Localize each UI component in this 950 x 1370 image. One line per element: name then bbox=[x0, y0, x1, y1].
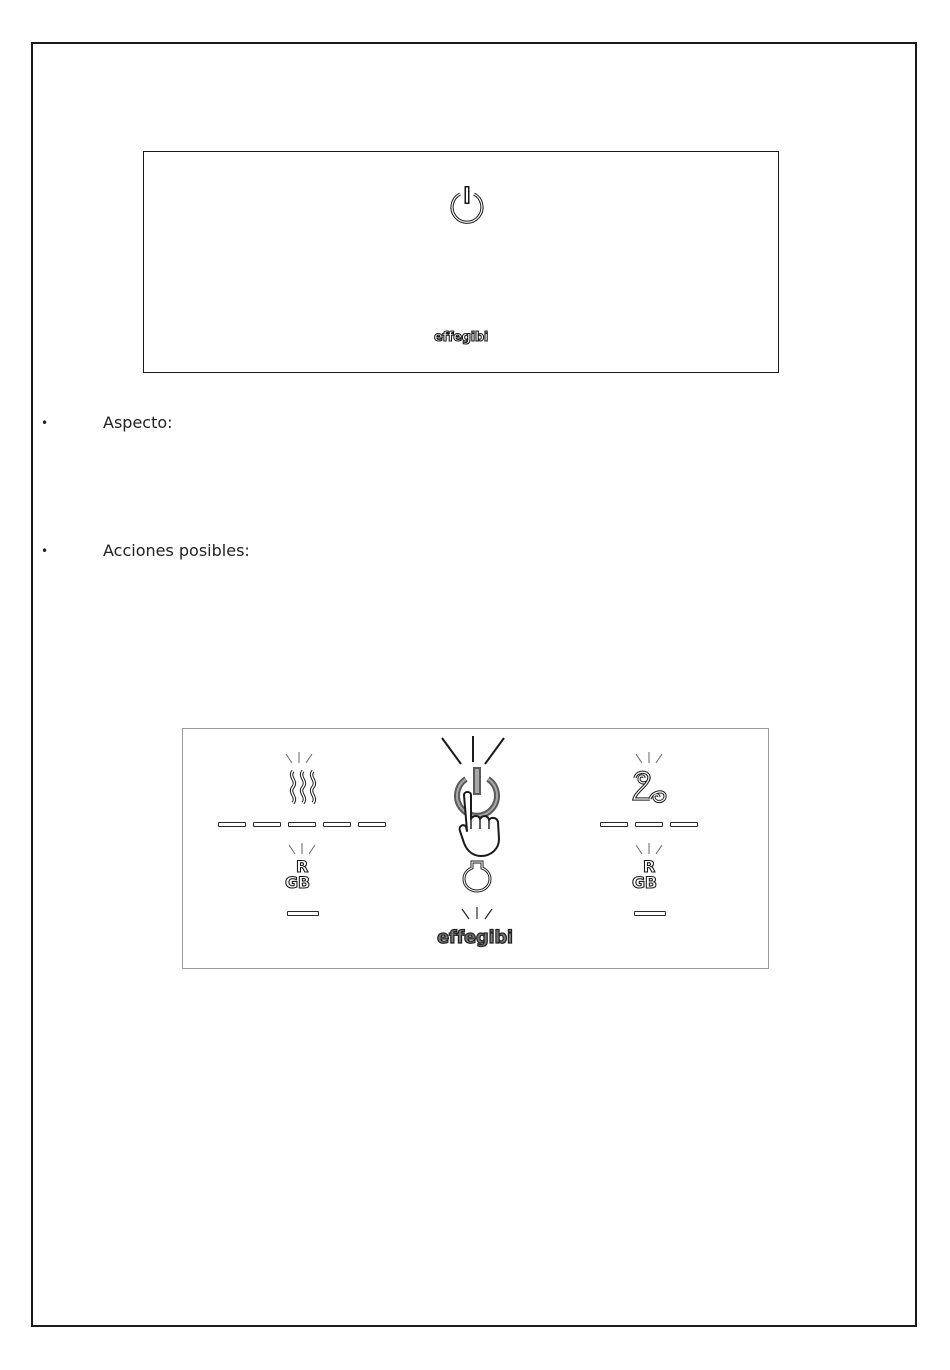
level-bar bbox=[358, 822, 386, 827]
level-bar bbox=[288, 822, 316, 827]
pointing-hand-icon bbox=[455, 791, 507, 859]
bullet-label: Acciones posibles: bbox=[103, 541, 250, 560]
rgb-level-bar bbox=[287, 911, 319, 916]
glow-rays-icon bbox=[439, 736, 507, 770]
level-bar bbox=[635, 822, 663, 827]
glow-rays-icon bbox=[634, 843, 664, 857]
brand-logo: effegibi bbox=[437, 927, 513, 948]
bullet-label: Aspecto: bbox=[103, 413, 173, 432]
glow-rays-icon bbox=[634, 752, 664, 766]
control-panel-off bbox=[143, 151, 779, 373]
level-bar bbox=[600, 822, 628, 827]
speed-2-icon[interactable] bbox=[630, 769, 668, 805]
rgb-button[interactable] bbox=[285, 857, 325, 895]
rgb-button[interactable] bbox=[632, 857, 672, 895]
control-panel-on bbox=[182, 728, 769, 969]
light-bulb-icon[interactable] bbox=[463, 859, 491, 893]
power-icon bbox=[447, 185, 487, 225]
glow-rays-icon bbox=[287, 843, 317, 857]
level-bar bbox=[670, 822, 698, 827]
rgb-level-bar bbox=[634, 911, 666, 916]
heat-waves-icon[interactable] bbox=[287, 769, 321, 805]
glow-rays-icon bbox=[284, 752, 314, 766]
bullet-dot: • bbox=[41, 544, 49, 558]
rgb-r-label: R bbox=[296, 857, 309, 876]
rgb-gb-label: GB bbox=[285, 873, 310, 892]
level-bar bbox=[253, 822, 281, 827]
bullet-dot: • bbox=[41, 416, 49, 430]
level-bar bbox=[218, 822, 246, 827]
rgb-r-label: R bbox=[643, 857, 656, 876]
level-bar bbox=[323, 822, 351, 827]
brand-logo: effegibi bbox=[434, 330, 489, 345]
rgb-gb-label: GB bbox=[632, 873, 657, 892]
glow-rays-icon bbox=[460, 907, 494, 922]
